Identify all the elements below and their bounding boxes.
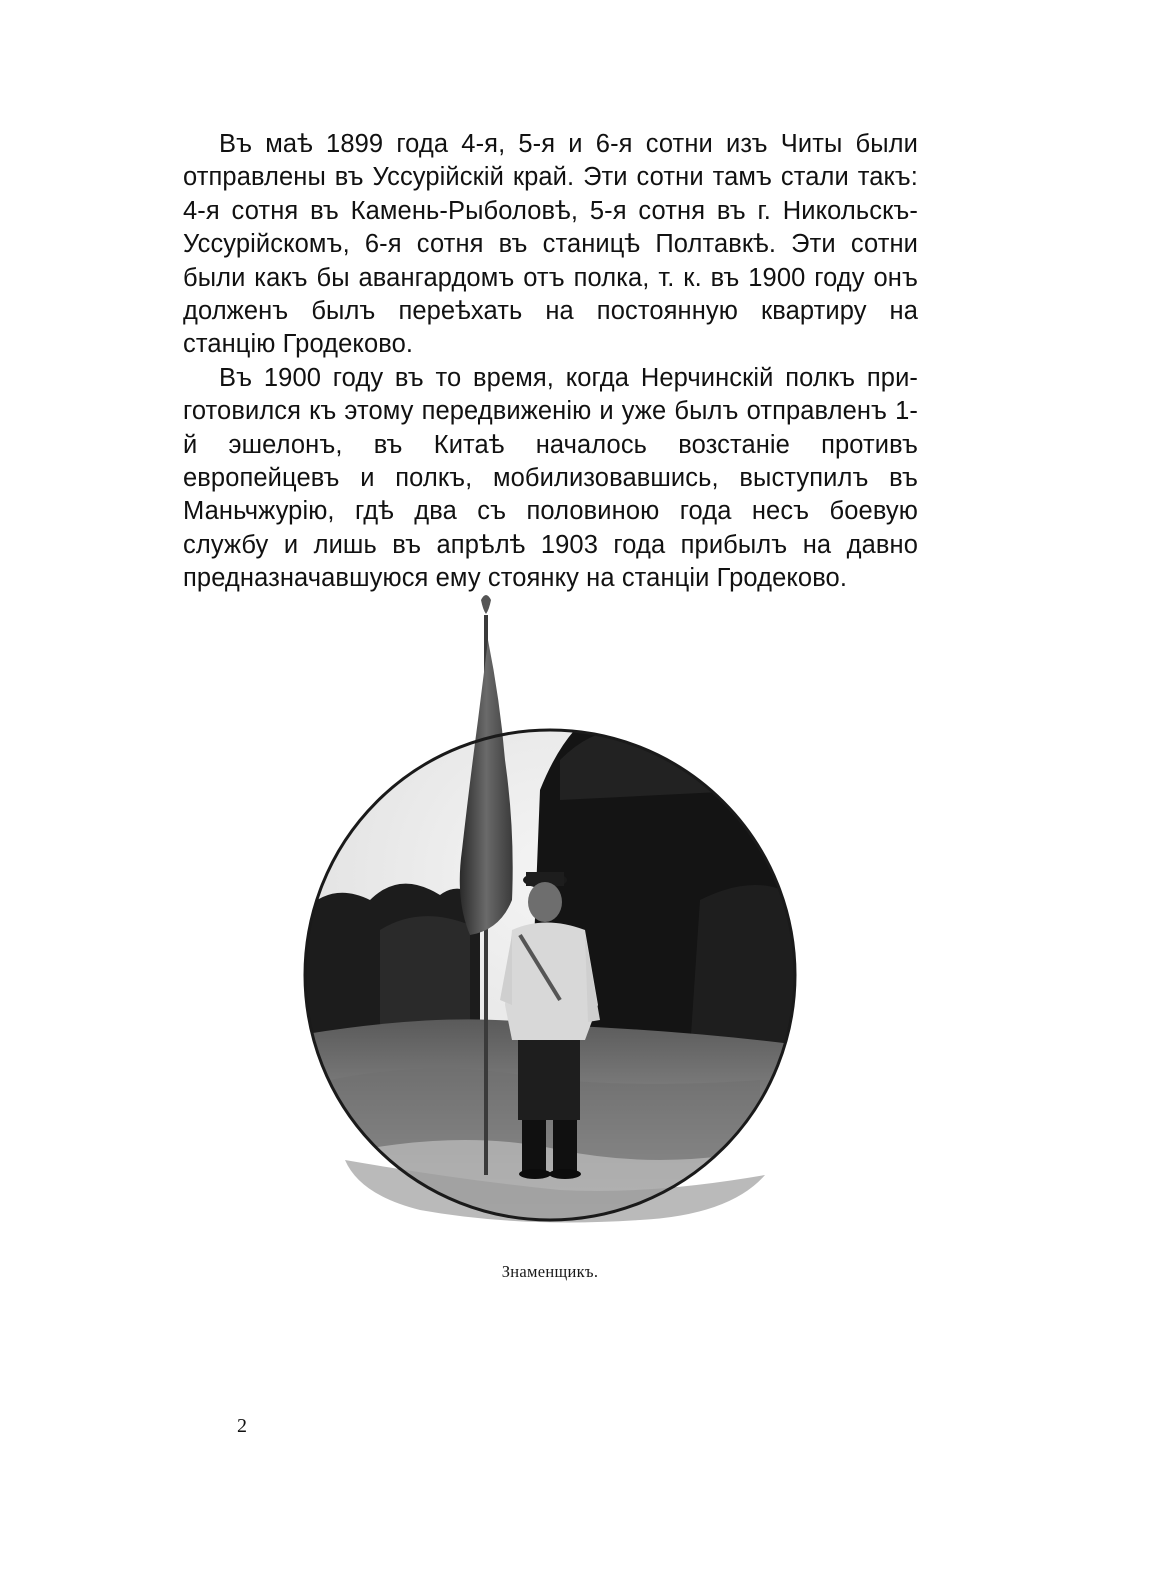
paragraph-2: Въ 1900 году въ то время, когда Нерчинскій полкъ при-готовился къ этому передвиженію и уже былъ отправленъ 1-й эшелонъ, въ Китаѣ началось возстаніе противъ европейцевъ и полкъ, мобилизовавшись, выступилъ въ Маньчжурію, гдѣ два съ половиною года несъ боевую службу и лишь въ апрѣлѣ 1903 года прибылъ на давно предназначавшуюся ему стоянку на станціи Гродеково. bbox=[183, 363, 918, 593]
paragraph-1: Въ маѣ 1899 года 4-я, 5-я и 6-я сотни изъ Читы были отправлены въ Уссурійскій край. Эти сотни тамъ стали такъ: 4-я сотня въ Камень-Рыболовѣ, 5-я сотня въ г. Никольскъ-Уссурійскомъ, 6-я сотня въ станицѣ Полтавкѣ. Эти сотни были какъ бы авангардомъ отъ полка, т. к. въ 1900 году онъ долженъ былъ переѣхать на постоянную квартиру на станцію Гродеково. bbox=[183, 130, 918, 359]
page-number: 2 bbox=[237, 1415, 247, 1437]
figure-caption: Знаменщикъ. bbox=[501, 1262, 599, 1281]
